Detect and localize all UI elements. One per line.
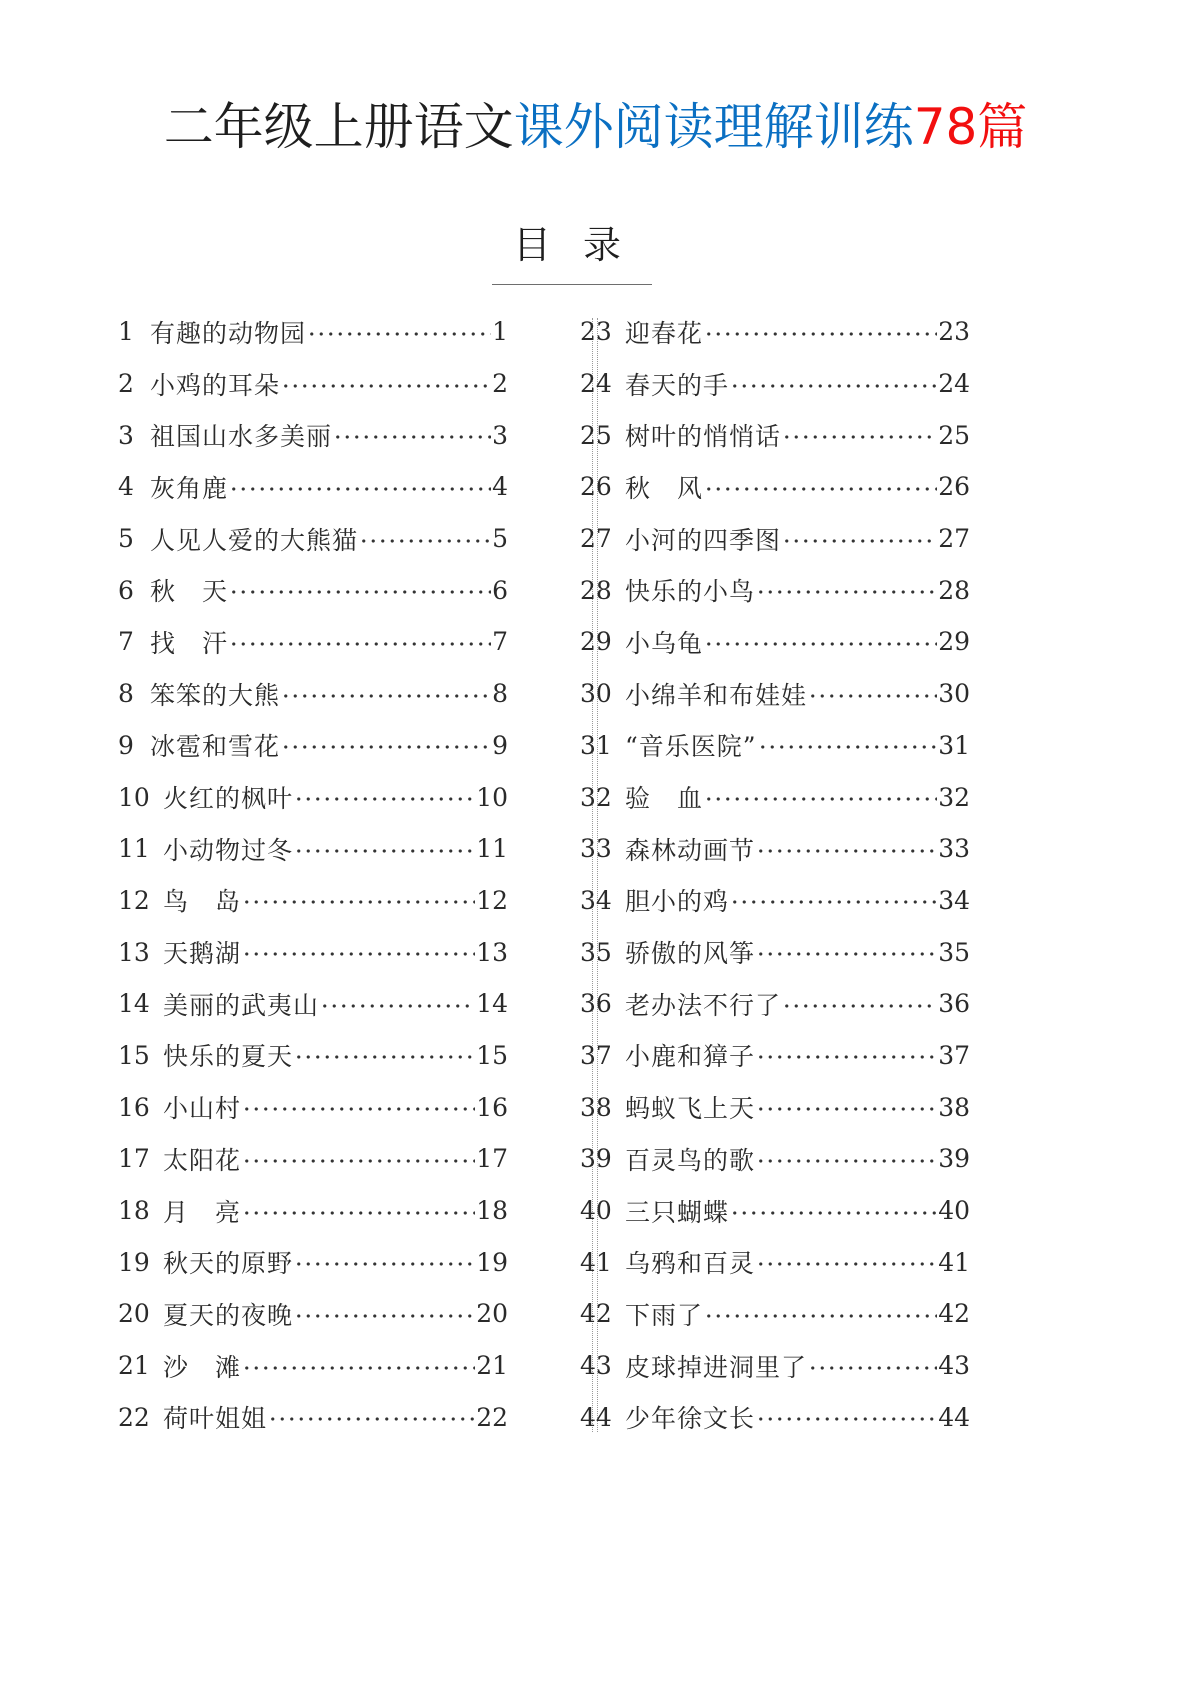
toc-entry[interactable] (580, 1288, 970, 1340)
toc-heading-underline (492, 284, 652, 285)
toc-entry-title: 少年徐文长 (625, 1404, 756, 1434)
toc-entry[interactable] (118, 668, 508, 720)
toc-entry-title: 沙 滩 (163, 1352, 242, 1382)
toc-entry-title: 小绵羊和布娃娃 (625, 680, 808, 710)
dot-leader (294, 794, 475, 804)
toc-entry-title: 蚂蚁飞上天 (625, 1094, 756, 1124)
dot-leader (294, 1259, 475, 1269)
dot-leader (242, 1104, 475, 1114)
toc-entry-title: 下雨了 (625, 1300, 704, 1330)
toc-entry-number: 7 (118, 627, 134, 657)
toc-entry-number: 19 (118, 1247, 150, 1277)
toc-entry-number: 21 (118, 1351, 150, 1381)
toc-entry[interactable] (118, 1288, 508, 1340)
toc-entry-number: 10 (118, 782, 150, 812)
dot-leader (782, 536, 937, 546)
toc-entry[interactable] (580, 564, 970, 616)
toc-entry-title: 鸟 岛 (163, 887, 242, 917)
toc-entry-title: 笨笨的大熊 (150, 680, 281, 710)
toc-entry[interactable] (580, 409, 970, 461)
toc-entry-page: 24 (938, 369, 970, 399)
dot-leader (704, 794, 937, 804)
toc-entry-page: 30 (938, 679, 970, 709)
toc-entry[interactable] (118, 409, 508, 461)
dot-leader (242, 1208, 475, 1218)
toc-entry-number: 33 (580, 834, 612, 864)
toc-entry[interactable] (118, 1340, 508, 1392)
toc-entry-page: 5 (492, 524, 508, 554)
toc-entry-page: 28 (938, 575, 970, 605)
toc-entry-title: 秋 天 (150, 577, 229, 607)
toc-entry-page: 38 (938, 1092, 970, 1122)
toc-entry-number: 8 (118, 679, 134, 709)
toc-entry-number: 26 (580, 472, 612, 502)
toc-entry-number: 18 (118, 1196, 150, 1226)
dot-leader (281, 691, 491, 701)
toc-entry-page: 12 (476, 885, 508, 915)
dot-leader (242, 1156, 475, 1166)
dot-leader (333, 432, 491, 442)
document-title (0, 92, 1191, 162)
dot-leader (756, 587, 937, 597)
toc-entry-page: 39 (938, 1144, 970, 1174)
toc-entry-number: 32 (580, 782, 612, 812)
toc-entry-number: 37 (580, 1040, 612, 1070)
toc-entry-title: 小山村 (163, 1094, 242, 1124)
toc-entry-page: 21 (476, 1351, 508, 1381)
toc-entry-number: 44 (580, 1402, 612, 1432)
toc-entry-number: 29 (580, 627, 612, 657)
toc-entry-number: 28 (580, 575, 612, 605)
toc-entry-page: 22 (476, 1402, 508, 1432)
toc-entry-number: 25 (580, 420, 612, 450)
toc-entry-number: 1 (118, 317, 134, 347)
toc-entry-title: 小乌龟 (625, 628, 704, 658)
toc-entry-number: 36 (580, 989, 612, 1019)
toc-entry-page: 1 (492, 317, 508, 347)
dot-leader (294, 1052, 475, 1062)
toc-entry[interactable] (118, 1133, 508, 1185)
dot-leader (758, 742, 938, 752)
toc-entry-title: 人见人爱的大熊猫 (150, 525, 359, 555)
toc-entry[interactable] (580, 978, 970, 1030)
dot-leader (756, 949, 937, 959)
toc-entry[interactable] (580, 1391, 970, 1443)
toc-entry[interactable] (118, 306, 508, 358)
toc-entry[interactable] (118, 771, 508, 823)
dot-leader (730, 381, 937, 391)
toc-entry-title: “音乐医院” (625, 732, 757, 762)
toc-entry-number: 40 (580, 1196, 612, 1226)
dot-leader (359, 536, 491, 546)
toc-entry[interactable] (118, 461, 508, 513)
toc-entry[interactable] (118, 616, 508, 668)
toc-entry[interactable] (118, 1391, 508, 1443)
toc-entry-number: 35 (580, 937, 612, 967)
toc-entry-title: 快乐的小鸟 (625, 577, 756, 607)
toc-entry-title: 小鹿和獐子 (625, 1042, 756, 1072)
toc-entry-number: 38 (580, 1092, 612, 1122)
toc-entry-title: 小河的四季图 (625, 525, 782, 555)
dot-leader (320, 1001, 475, 1011)
toc-entry-title: 骄傲的风筝 (625, 939, 756, 969)
toc-entry-page: 11 (476, 834, 508, 864)
toc-entry-number: 43 (580, 1351, 612, 1381)
toc-entry[interactable] (580, 306, 970, 358)
title-part-grade: 二年级上册语文 (163, 98, 514, 156)
toc-entry-number: 41 (580, 1247, 612, 1277)
toc-entry-page: 16 (476, 1092, 508, 1122)
dot-leader (756, 846, 937, 856)
dot-leader (307, 329, 491, 339)
toc-entry[interactable] (118, 1236, 508, 1288)
toc-entry-page: 15 (476, 1040, 508, 1070)
toc-entry-number: 16 (118, 1092, 150, 1122)
dot-leader (704, 639, 937, 649)
toc-entry-page: 2 (492, 369, 508, 399)
toc-entry-number: 5 (118, 524, 134, 554)
toc-entry-number: 15 (118, 1040, 150, 1070)
toc-entry-page: 27 (938, 524, 970, 554)
dot-leader (704, 484, 937, 494)
toc-entry-title: 有趣的动物园 (150, 318, 307, 348)
toc-entry-page: 9 (492, 730, 508, 760)
toc-entry-page: 43 (938, 1351, 970, 1381)
toc-entry-title: 春天的手 (625, 370, 730, 400)
toc-entry[interactable] (580, 616, 970, 668)
toc-entry-number: 30 (580, 679, 612, 709)
toc-entry-number: 3 (118, 420, 134, 450)
toc-entry-title: 小动物过冬 (163, 835, 294, 865)
toc-entry-title: 找 汗 (150, 628, 229, 658)
toc-entry-title: 冰雹和雪花 (150, 732, 281, 762)
toc-entry-page: 37 (938, 1040, 970, 1070)
dot-leader (281, 381, 491, 391)
dot-leader (229, 484, 491, 494)
toc-entry-title: 皮球掉进洞里了 (625, 1352, 808, 1382)
toc-entry-title: 美丽的武夷山 (163, 990, 320, 1020)
dot-leader (242, 949, 475, 959)
dot-leader (294, 846, 475, 856)
dot-leader (756, 1104, 937, 1114)
toc-entry[interactable] (118, 513, 508, 565)
toc-entry-page: 36 (938, 989, 970, 1019)
toc-entry-title: 火红的枫叶 (163, 784, 294, 814)
toc-entry-number: 24 (580, 369, 612, 399)
toc-entry-number: 9 (118, 730, 134, 760)
toc-entry-title: 验 血 (625, 784, 704, 814)
toc-entry-number: 2 (118, 369, 134, 399)
toc-entry-page: 29 (938, 627, 970, 657)
dot-leader (730, 897, 937, 907)
toc-entry[interactable] (580, 1340, 970, 1392)
toc-entry-number: 13 (118, 937, 150, 967)
dot-leader (704, 1311, 937, 1321)
toc-entry[interactable] (118, 926, 508, 978)
toc-entry[interactable] (580, 358, 970, 410)
toc-entry-number: 6 (118, 575, 134, 605)
toc-entry[interactable] (580, 668, 970, 720)
toc-entry-number: 11 (118, 834, 150, 864)
toc-entry[interactable] (118, 564, 508, 616)
toc-entry-number: 22 (118, 1402, 150, 1432)
toc-entry-page: 41 (938, 1247, 970, 1277)
toc-entry-title: 月 亮 (163, 1197, 242, 1227)
toc-entry-title: 天鹅湖 (163, 939, 242, 969)
toc-entry-number: 17 (118, 1144, 150, 1174)
dot-leader (704, 329, 937, 339)
title-part-count: 78篇 (913, 98, 1028, 156)
toc-entry[interactable] (118, 1081, 508, 1133)
dot-leader (808, 1363, 937, 1373)
toc-entry[interactable] (118, 1030, 508, 1082)
dot-leader (730, 1208, 937, 1218)
toc-column-left (118, 306, 508, 1443)
toc-entry-page: 23 (938, 317, 970, 347)
toc-entry-title: 祖国山水多美丽 (150, 422, 333, 452)
toc-entry[interactable] (118, 358, 508, 410)
toc-entry[interactable] (580, 1081, 970, 1133)
toc-entry-number: 20 (118, 1299, 150, 1329)
toc-entry-page: 20 (476, 1299, 508, 1329)
toc-entry-page: 33 (938, 834, 970, 864)
dot-leader (782, 432, 937, 442)
toc-entry[interactable] (580, 1133, 970, 1185)
toc-entry-title: 百灵鸟的歌 (625, 1145, 756, 1175)
toc-entry[interactable] (118, 875, 508, 927)
toc-entry[interactable] (118, 1185, 508, 1237)
toc-entry-number: 4 (118, 472, 134, 502)
toc-entry-number: 34 (580, 885, 612, 915)
toc-entry-number: 39 (580, 1144, 612, 1174)
toc-entry-title: 老办法不行了 (625, 990, 782, 1020)
toc-entry-title: 小鸡的耳朵 (150, 370, 281, 400)
toc-entry-page: 6 (492, 575, 508, 605)
toc-entry-number: 23 (580, 317, 612, 347)
dot-leader (242, 1363, 475, 1373)
toc-entry[interactable] (580, 513, 970, 565)
toc-entry-number: 42 (580, 1299, 612, 1329)
toc-entry-page: 32 (938, 782, 970, 812)
toc-entry[interactable] (118, 823, 508, 875)
dot-leader (756, 1156, 937, 1166)
toc-entry-title: 快乐的夏天 (163, 1042, 294, 1072)
toc-entry-title: 迎春花 (625, 318, 704, 348)
toc-entry-page: 4 (492, 472, 508, 502)
dot-leader (229, 639, 491, 649)
toc-entry-title: 秋天的原野 (163, 1249, 294, 1279)
dot-leader (782, 1001, 937, 1011)
toc-entry-number: 27 (580, 524, 612, 554)
toc-entry-title: 秋 风 (625, 473, 704, 503)
toc-entry[interactable] (580, 720, 970, 772)
toc-entry-page: 34 (938, 885, 970, 915)
toc-entry-title: 夏天的夜晚 (163, 1300, 294, 1330)
toc-heading: 目 录 (512, 223, 632, 267)
dot-leader (756, 1259, 937, 1269)
dot-leader (756, 1414, 937, 1424)
toc-entry[interactable] (580, 771, 970, 823)
toc-entry-title: 三只蝴蝶 (625, 1197, 730, 1227)
toc-entry[interactable] (580, 1236, 970, 1288)
toc-entry-title: 森林动画节 (625, 835, 756, 865)
toc-entry-page: 25 (938, 420, 970, 450)
toc-entry-page: 19 (476, 1247, 508, 1277)
toc-entry-page: 42 (938, 1299, 970, 1329)
toc-entry-page: 8 (492, 679, 508, 709)
dot-leader (242, 897, 475, 907)
toc-entry-number: 14 (118, 989, 150, 1019)
toc-entry-title: 荷叶姐姐 (163, 1404, 268, 1434)
toc-entry-page: 7 (492, 627, 508, 657)
toc-entry[interactable] (580, 823, 970, 875)
toc-entry-title: 灰角鹿 (150, 473, 229, 503)
toc-entry-number: 12 (118, 885, 150, 915)
dot-leader (268, 1414, 475, 1424)
toc-entry-page: 3 (492, 420, 508, 450)
toc-column-right (580, 306, 970, 1443)
toc-entry-page: 40 (938, 1196, 970, 1226)
toc-entry-title: 乌鸦和百灵 (625, 1249, 756, 1279)
dot-leader (229, 587, 491, 597)
toc-entry[interactable] (580, 1185, 970, 1237)
toc-entry-title: 太阳花 (163, 1145, 242, 1175)
toc-entry-title: 树叶的悄悄话 (625, 422, 782, 452)
toc-entry-page: 14 (476, 989, 508, 1019)
toc-entry[interactable] (580, 1030, 970, 1082)
title-part-subject: 课外阅读理解训练 (513, 98, 914, 156)
dot-leader (281, 742, 491, 752)
dot-leader (294, 1311, 475, 1321)
toc-entry-page: 26 (938, 472, 970, 502)
toc-entry[interactable] (118, 978, 508, 1030)
toc-entry[interactable] (580, 875, 970, 927)
toc-entry-page: 18 (476, 1196, 508, 1226)
toc-entry-title: 胆小的鸡 (625, 887, 730, 917)
toc-entry[interactable] (118, 720, 508, 772)
dot-leader (808, 691, 937, 701)
toc-entry[interactable] (580, 926, 970, 978)
toc-entry-page: 10 (476, 782, 508, 812)
toc-entry-number: 31 (580, 730, 612, 760)
toc-entry-page: 35 (938, 937, 970, 967)
toc-entry-page: 17 (476, 1144, 508, 1174)
toc-entry[interactable] (580, 461, 970, 513)
toc-entry-page: 13 (476, 937, 508, 967)
dot-leader (756, 1052, 937, 1062)
toc-entry-page: 44 (938, 1402, 970, 1432)
toc-entry-page: 31 (938, 730, 970, 760)
